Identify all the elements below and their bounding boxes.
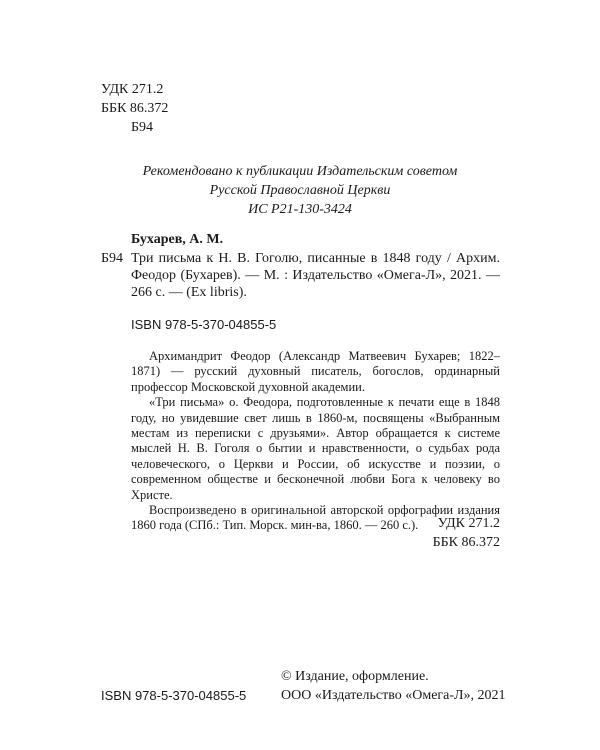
annotation [131,349,500,534]
copyright-line-1: © Издание, оформление. [281,669,429,684]
annotation-paragraph-1: Архимандрит Феодор (Александр Матвеевич Бухарев; 1822–1871) — русский духовный писатель, богослов, ординарный профессор Московской духовной академии. [131,349,500,394]
bbk-code: ББК 86.372 [101,101,169,116]
author-mark: Б94 [131,120,154,135]
bibliographic-description [131,250,500,301]
udk-code: УДК 271.2 [101,82,164,97]
bibliographic-text: Три письма к Н. В. Гоголю, писанные в 1848 году / Архим. Феодор (Бухарев). — М. : Издательство «Омега-Л», 2021. — 266 с. — (Ex libris). [131,251,500,300]
isbn-footer: ISBN 978-5-370-04855-5 [101,688,247,703]
recommendation-line-1: Рекомендовано к публикации Издательским советом [142,164,458,179]
annotation-paragraph-3: Воспроизведено в оригинальной авторской орфографии издания 1860 года (СПб.: Тип. Морск. мин-ва, 1860. — 260 с.). [131,503,500,533]
isbn-main: ISBN 978-5-370-04855-5 [131,317,277,332]
copyright-line-2: ООО «Издательство «Омега-Л», 2021 [281,688,506,703]
author-heading: Бухарев, А. М. [131,232,224,247]
annotation-paragraph-2: «Три письма» о. Феодора, подготовленные к печати еще в 1848 году, но увидевшие свет лишь в 1860-м, посвящены «Выбранным местам из переписки с друзьями». Автор обращается к системе мыслей Н. В. Гоголя о бытии и нравственности, о судьбах рода человеческого, о Церкви и России, об искусстве и поэзии, о современном обществе и бесконечной любви Бога к человеку во Христе. [131,395,500,502]
record-mark: Б94 [101,251,124,266]
recommendation-line-2: Русской Православной Церкви [209,183,391,198]
udk-code-bottom: УДК 271.2 [437,516,500,531]
bbk-code-bottom: ББК 86.372 [432,535,500,550]
recommendation-code: ИС Р21-130-3424 [248,202,352,217]
